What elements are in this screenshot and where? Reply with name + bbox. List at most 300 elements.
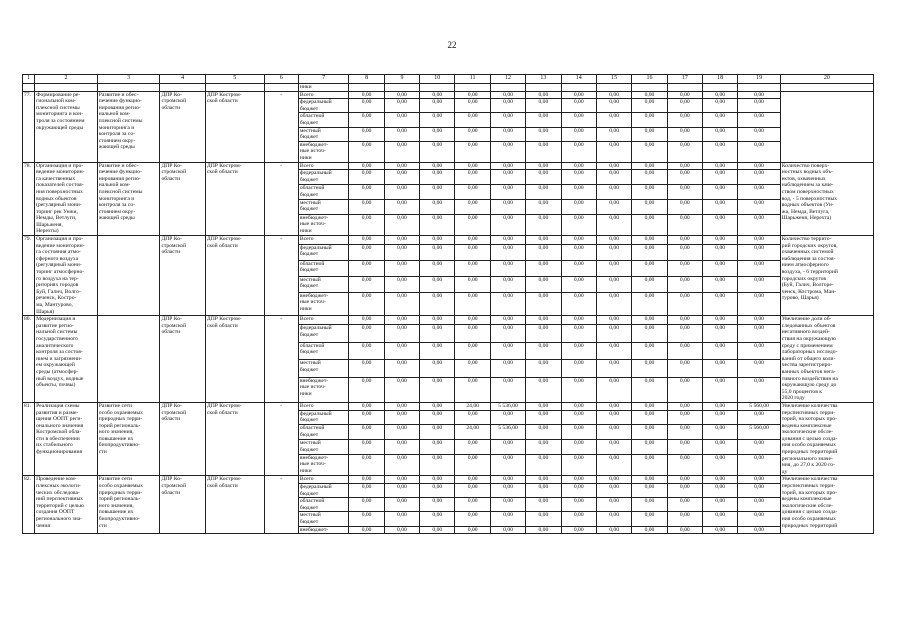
source-label (298, 214, 349, 236)
value-cell: 0,00 (738, 476, 780, 484)
value-cell: 0,00 (526, 512, 561, 526)
expected-result-line: водных объектов (Ун- (781, 202, 834, 209)
value-cell: 0,00 (596, 185, 631, 200)
task-description-line: торий региональ- (98, 496, 141, 503)
executor-lines (161, 92, 203, 112)
row-number: 78. (23, 162, 35, 236)
source-label-line: федеральный (299, 410, 332, 417)
value-cell: 0,00 (632, 162, 667, 170)
activity-name-line: торинг рек Унжи, (36, 208, 78, 215)
value-cell: 0,00 (526, 127, 561, 141)
activity-name-line: Шарья) (36, 308, 55, 315)
value-cell: 0,00 (667, 244, 702, 260)
source-label (298, 377, 349, 402)
task-description-line: плексной системы (98, 117, 143, 124)
value-cell: 0,00 (455, 162, 490, 170)
value-cell: 0,00 (738, 170, 780, 185)
value-cell: 0,00 (703, 214, 738, 236)
page-number: 22 (447, 40, 457, 50)
expected-result-line: 55,0 процентов к (781, 388, 822, 395)
value-cell: 0,00 (455, 127, 490, 141)
source-label-line: ники (299, 305, 312, 312)
value-cell: 0,00 (526, 476, 561, 484)
source-label (298, 113, 349, 127)
value-cell: 0,00 (526, 325, 561, 342)
value-cell: 0,00 (349, 410, 384, 425)
value-cell: 0,00 (490, 498, 525, 512)
value-cell: 0,00 (561, 360, 596, 377)
activity-name-line: ческих обследова- (36, 489, 80, 496)
expected-result-line: среду с применением (781, 342, 833, 349)
coexecutor-line: ской области (206, 242, 238, 249)
column-header: 5 (205, 75, 264, 84)
value-cell: 0,00 (738, 360, 780, 377)
activity-name-lines (36, 92, 96, 132)
value-cell: 0,00 (384, 141, 419, 162)
row-number: 77. (23, 91, 35, 162)
source-label-lines (300, 378, 348, 398)
value-cell: 0,00 (455, 185, 490, 200)
value-cell: 0,00 (703, 244, 738, 260)
task-description-line: печение функцио- (98, 169, 142, 176)
value-cell: 0,00 (632, 360, 667, 377)
coexecutor-line: ДПР Костром- (206, 162, 242, 169)
value-cell: 0,00 (596, 498, 631, 512)
value-cell: 0,00 (384, 454, 419, 476)
expected-result-line: наблюдения за состоя- (781, 255, 836, 262)
task-description-line: Развитие и обес- (98, 91, 139, 98)
activity-name-line: гиональной ком- (36, 98, 76, 105)
continuation-row (23, 84, 874, 92)
executor-lines (161, 163, 203, 183)
value-cell: 0,00 (561, 127, 596, 141)
value-cell: 0,00 (667, 170, 702, 185)
value-cell: 0,00 (384, 127, 419, 141)
value-cell: 0,00 (703, 316, 738, 325)
task-description (97, 316, 160, 403)
value-cell: 0,00 (703, 498, 738, 512)
source-label-lines (300, 455, 348, 475)
source-label-line: бюджет (299, 176, 319, 183)
activity-name-line: (регулярный мони- (36, 202, 82, 209)
expected-result-lines (782, 316, 872, 402)
value-cell: 0,00 (667, 99, 702, 113)
value-cell: 0,00 (526, 99, 561, 113)
expected-result (780, 91, 873, 162)
value-cell: 0,00 (526, 484, 561, 498)
value-cell: 0,00 (349, 454, 384, 476)
coexecutor-line: ДПР Костром- (206, 236, 242, 243)
value-cell: 0,00 (703, 512, 738, 526)
source-label-lines (300, 142, 348, 162)
expected-result-line: экологические обсле- (781, 429, 834, 436)
value-cell: 0,00 (526, 199, 561, 214)
value-cell: 0,00 (561, 236, 596, 245)
value-cell: 0,00 (349, 292, 384, 316)
value-cell: 0,00 (632, 236, 667, 245)
expected-result-line: природных территорий (781, 449, 838, 456)
value-cell: 0,00 (561, 425, 596, 440)
coexecutor (205, 316, 264, 403)
source-label (298, 292, 349, 316)
empty-cell (780, 84, 873, 92)
activity-name-line: чения (36, 522, 50, 529)
task-description-line: биопродуктивно- (98, 516, 140, 522)
expected-result-line: природных территорий (781, 522, 838, 529)
value-cell: 0,00 (526, 342, 561, 359)
expected-result-line: окружающую среду до (781, 382, 837, 389)
activity-name-line: развитие регио- (36, 322, 74, 329)
value-cell: 0,00 (490, 185, 525, 200)
column-header: 15 (596, 75, 631, 84)
value-cell: 0,00 (384, 498, 419, 512)
value-cell: 0,00 (420, 342, 455, 359)
value-cell: 5 560,00 (738, 425, 780, 440)
value-cell: 0,00 (455, 292, 490, 316)
activity-name (35, 402, 98, 476)
expected-result-line: воздуха, - 6 территорий (781, 269, 838, 276)
task-description-line: Развитие сети (98, 476, 133, 483)
value-cell: 0,00 (561, 342, 596, 359)
value-cell: 0,00 (738, 113, 780, 127)
table-row (23, 162, 874, 170)
value-cell: 0,00 (632, 316, 667, 325)
value-cell: 0,00 (349, 402, 384, 410)
dash-cell: - (264, 236, 298, 316)
value-cell: 0,00 (384, 484, 419, 498)
value-cell: 0,00 (349, 377, 384, 402)
task-description-line: жающей среды (98, 215, 135, 222)
value-cell: 0,00 (384, 316, 419, 325)
value-cell: 0,00 (420, 454, 455, 476)
empty-cell (667, 84, 702, 92)
coexecutor-lines (207, 403, 263, 416)
value-cell: 0,00 (738, 454, 780, 476)
value-cell: 0,00 (596, 91, 631, 99)
expected-result (780, 476, 873, 534)
value-cell: 0,00 (667, 236, 702, 245)
executor (160, 476, 205, 534)
value-cell: 0,00 (596, 162, 631, 170)
source-label-line: ники (299, 227, 312, 234)
value-cell: 0,00 (526, 454, 561, 476)
expected-result-line: жа, Немда, Ветлуга, (781, 208, 830, 215)
task-description-line: повышение их (98, 509, 134, 516)
value-cell: 0,00 (561, 512, 596, 526)
source-label-lines (300, 484, 348, 497)
expected-result-line: ектов, охваченных (781, 175, 826, 182)
value-cell: 0,00 (596, 476, 631, 484)
value-cell: 0,00 (526, 316, 561, 325)
source-label-line: бюджет (299, 206, 319, 213)
value-cell: 0,00 (596, 526, 631, 534)
value-cell: 0,00 (632, 244, 667, 260)
value-cell: 0,00 (738, 440, 780, 455)
executor-line: ДПР Ко- (161, 316, 182, 323)
value-cell: 0,00 (420, 214, 455, 236)
task-description-line: ного значения, (98, 502, 134, 509)
task-description-line: стоянием окру- (98, 208, 136, 215)
source-label-lines (300, 84, 348, 91)
task-description-line: печение функцио- (98, 98, 142, 105)
value-cell: 0,00 (526, 170, 561, 185)
executor-lines (161, 316, 203, 336)
source-label-line: внебюджет- (299, 377, 329, 384)
dash-cell: - (264, 316, 298, 403)
activity-name-line: Проведение ком- (36, 476, 77, 483)
value-cell: 0,00 (667, 498, 702, 512)
executor-line: стромской (161, 409, 187, 416)
dash-cell: - (264, 162, 298, 236)
expected-result-line: турово, Шарья) (781, 295, 819, 302)
executor-line: области (161, 104, 181, 111)
value-cell: 0,00 (632, 498, 667, 512)
empty-cell (596, 84, 631, 92)
value-cell: 0,00 (667, 402, 702, 410)
source-label-lines (300, 200, 348, 213)
value-cell: 0,00 (420, 325, 455, 342)
value-cell: 0,00 (490, 276, 525, 292)
value-cell: 0,00 (738, 141, 780, 162)
task-description (97, 236, 160, 316)
activity-name-line: сферного воздуха (36, 255, 79, 262)
source-label-lines (300, 360, 348, 373)
value-cell: 0,00 (703, 260, 738, 276)
value-cell: 0,00 (632, 214, 667, 236)
task-description-line: мониторинга и (98, 195, 135, 202)
value-cell: 24,00 (455, 402, 490, 410)
expected-result-line: торий, на которых про- (781, 489, 837, 496)
value-cell: 0,00 (703, 91, 738, 99)
row-number: 79. (23, 236, 35, 316)
source-label-lines (300, 170, 348, 183)
coexecutor (205, 402, 264, 476)
activity-name-lines (36, 403, 96, 456)
value-cell: 0,00 (667, 260, 702, 276)
activity-name-line: торинг атмосферно- (36, 269, 85, 276)
activity-name-line: Организация и про- (36, 236, 84, 243)
value-cell: 0,00 (490, 440, 525, 455)
activity-name-line: территорий с целью (36, 502, 84, 509)
value-cell: 0,00 (490, 99, 525, 113)
column-header: 12 (490, 75, 525, 84)
column-header: 18 (703, 75, 738, 84)
source-label (298, 141, 349, 162)
task-description-line: торий региональ- (98, 422, 141, 429)
task-description-line: нальной ком- (98, 111, 131, 118)
value-cell: 0,00 (384, 244, 419, 260)
value-cell: 0,00 (596, 99, 631, 113)
value-cell: 0,00 (420, 99, 455, 113)
activity-name-line: ем окружающей (36, 362, 75, 369)
empty-cell (205, 84, 264, 92)
value-cell: 0,00 (349, 440, 384, 455)
value-cell: 0,00 (384, 236, 419, 245)
value-cell: 0,00 (596, 127, 631, 141)
value-cell: 0,00 (667, 162, 702, 170)
task-description-lines (99, 163, 159, 222)
source-label-line: бюджет (299, 251, 319, 258)
expected-result-lines (782, 476, 872, 529)
empty-cell (35, 84, 98, 92)
expected-result-line: 2020 году (781, 395, 805, 402)
value-cell: 0,00 (420, 512, 455, 526)
value-cell: 0,00 (455, 91, 490, 99)
activity-name-line: плексной системы (36, 104, 80, 111)
value-cell: 0,00 (384, 410, 419, 425)
source-label-line: ные источ- (299, 384, 326, 391)
value-cell: 0,00 (667, 360, 702, 377)
source-label-lines (300, 128, 348, 141)
task-description-line: стоянием окру- (98, 137, 136, 144)
value-cell: 0,00 (349, 484, 384, 498)
value-cell: 0,00 (455, 244, 490, 260)
activity-name (35, 91, 98, 162)
value-cell: 0,00 (420, 377, 455, 402)
value-cell: 5 536,00 (490, 425, 525, 440)
value-cell: 0,00 (526, 113, 561, 127)
value-cell: 0,00 (455, 360, 490, 377)
expected-result-line: ния, до 27,0 к 2020 го- (781, 462, 835, 469)
column-header: 20 (780, 75, 873, 84)
empty-cell (490, 84, 525, 92)
value-cell: 0,00 (455, 260, 490, 276)
value-cell: 0,00 (632, 325, 667, 342)
value-cell: 0,00 (596, 440, 631, 455)
value-cell: 0,00 (561, 498, 596, 512)
executor-line: стромской (161, 322, 187, 329)
source-label-line: внебюджет- (299, 214, 329, 221)
row-number: 81. (23, 402, 35, 476)
expected-result-line: Увеличение количества (781, 402, 838, 409)
value-cell: 0,00 (667, 512, 702, 526)
value-cell: 0,00 (561, 199, 596, 214)
expected-result-line: охваченных системой (781, 249, 834, 256)
executor-line: ДПР Ко- (161, 402, 182, 409)
value-cell: 0,00 (420, 526, 455, 534)
empty-cell (97, 84, 160, 92)
value-cell: 0,00 (632, 113, 667, 127)
value-cell: 0,00 (703, 526, 738, 534)
value-cell: 0,00 (703, 185, 738, 200)
activity-name-line: Реализация схемы (36, 402, 80, 409)
expected-result-line: Увеличение доли об- (781, 316, 832, 323)
coexecutor-lines (207, 163, 263, 176)
coexecutor-line: ДПР Костром- (206, 316, 242, 323)
value-cell: 0,00 (738, 127, 780, 141)
value-cell: 0,00 (738, 214, 780, 236)
value-cell: 0,00 (667, 127, 702, 141)
value-cell: 0,00 (632, 484, 667, 498)
expected-result-line: наблюдением за каче- (781, 182, 834, 189)
activity-name-line: объекты, почвы) (36, 382, 76, 389)
source-label-line: бюджет (299, 119, 319, 126)
value-cell: 0,00 (455, 141, 490, 162)
value-cell: 0,00 (420, 402, 455, 410)
dash-cell: - (264, 91, 298, 162)
activity-name (35, 476, 98, 534)
executor-line: области (161, 329, 181, 336)
value-cell: 0,00 (632, 402, 667, 410)
value-cell: 0,00 (420, 185, 455, 200)
value-cell: 0,00 (420, 410, 455, 425)
value-cell: 0,00 (384, 377, 419, 402)
value-cell: 0,00 (596, 236, 631, 245)
column-header: 11 (455, 75, 490, 84)
value-cell: 0,00 (738, 91, 780, 99)
activity-name-line: Шарьженя, (36, 221, 63, 228)
expected-result-line: тивного воздействия на (781, 375, 838, 382)
value-cell: 0,00 (738, 512, 780, 526)
value-cell: 0,00 (561, 316, 596, 325)
activity-name-line: нием и загрязнени- (36, 355, 82, 362)
value-cell: 0,00 (667, 526, 702, 534)
source-label-line: областной (299, 425, 325, 432)
executor-line: стромской (161, 169, 187, 176)
expected-result-line: чества зарегистриро- (781, 362, 833, 369)
task-description (97, 476, 160, 534)
source-label-line: федеральный (299, 99, 332, 106)
activity-name-line: троля за состоянием (36, 117, 85, 124)
value-cell: 0,00 (420, 199, 455, 214)
expected-result-line: торий, на которых про- (781, 416, 837, 423)
table-row (23, 91, 874, 99)
source-label-line: бюджет (299, 349, 319, 356)
source-label (298, 425, 349, 440)
empty-cell (738, 84, 780, 92)
source-label-line: областной (299, 498, 325, 505)
value-cell: 0,00 (420, 360, 455, 377)
value-cell: 0,00 (561, 185, 596, 200)
table-row (23, 402, 874, 410)
task-description (97, 162, 160, 236)
value-cell: 0,00 (703, 236, 738, 245)
value-cell: 0,00 (596, 292, 631, 316)
task-description-line: нальной ком- (98, 182, 131, 189)
value-cell: 0,00 (455, 377, 490, 402)
executor-lines (161, 476, 203, 496)
column-header-row (23, 75, 874, 84)
task-description-line: нирования регио- (98, 104, 141, 111)
activity-name-line: регионального зна- (36, 516, 83, 522)
activity-name-line: Немды, Ветлуги, (36, 215, 77, 222)
expected-result (780, 316, 873, 403)
executor-line: области (161, 416, 181, 423)
value-cell: 0,00 (349, 91, 384, 99)
value-cell: 0,00 (632, 377, 667, 402)
coexecutor-lines (207, 236, 263, 249)
value-cell: 0,00 (632, 185, 667, 200)
value-cell: 0,00 (561, 276, 596, 292)
task-description-lines (99, 92, 159, 151)
value-cell: 0,00 (349, 526, 384, 534)
task-description-line: плексной системы (98, 188, 143, 195)
source-label-lines (300, 215, 348, 235)
value-cell: 0,00 (490, 244, 525, 260)
source-label-line: бюджет (299, 519, 319, 525)
source-label-line: ные источ- (299, 221, 326, 228)
task-description-line: мониторинга и (98, 124, 135, 131)
source-label (298, 342, 349, 359)
value-cell: 0,00 (596, 316, 631, 325)
activity-name (35, 162, 98, 236)
value-cell: 0,00 (561, 377, 596, 402)
empty-cell (384, 84, 419, 92)
activity-name-line: риториях городов (36, 282, 79, 289)
executor-line: области (161, 249, 181, 256)
table-row (23, 236, 874, 245)
value-cell: 0,00 (490, 484, 525, 498)
